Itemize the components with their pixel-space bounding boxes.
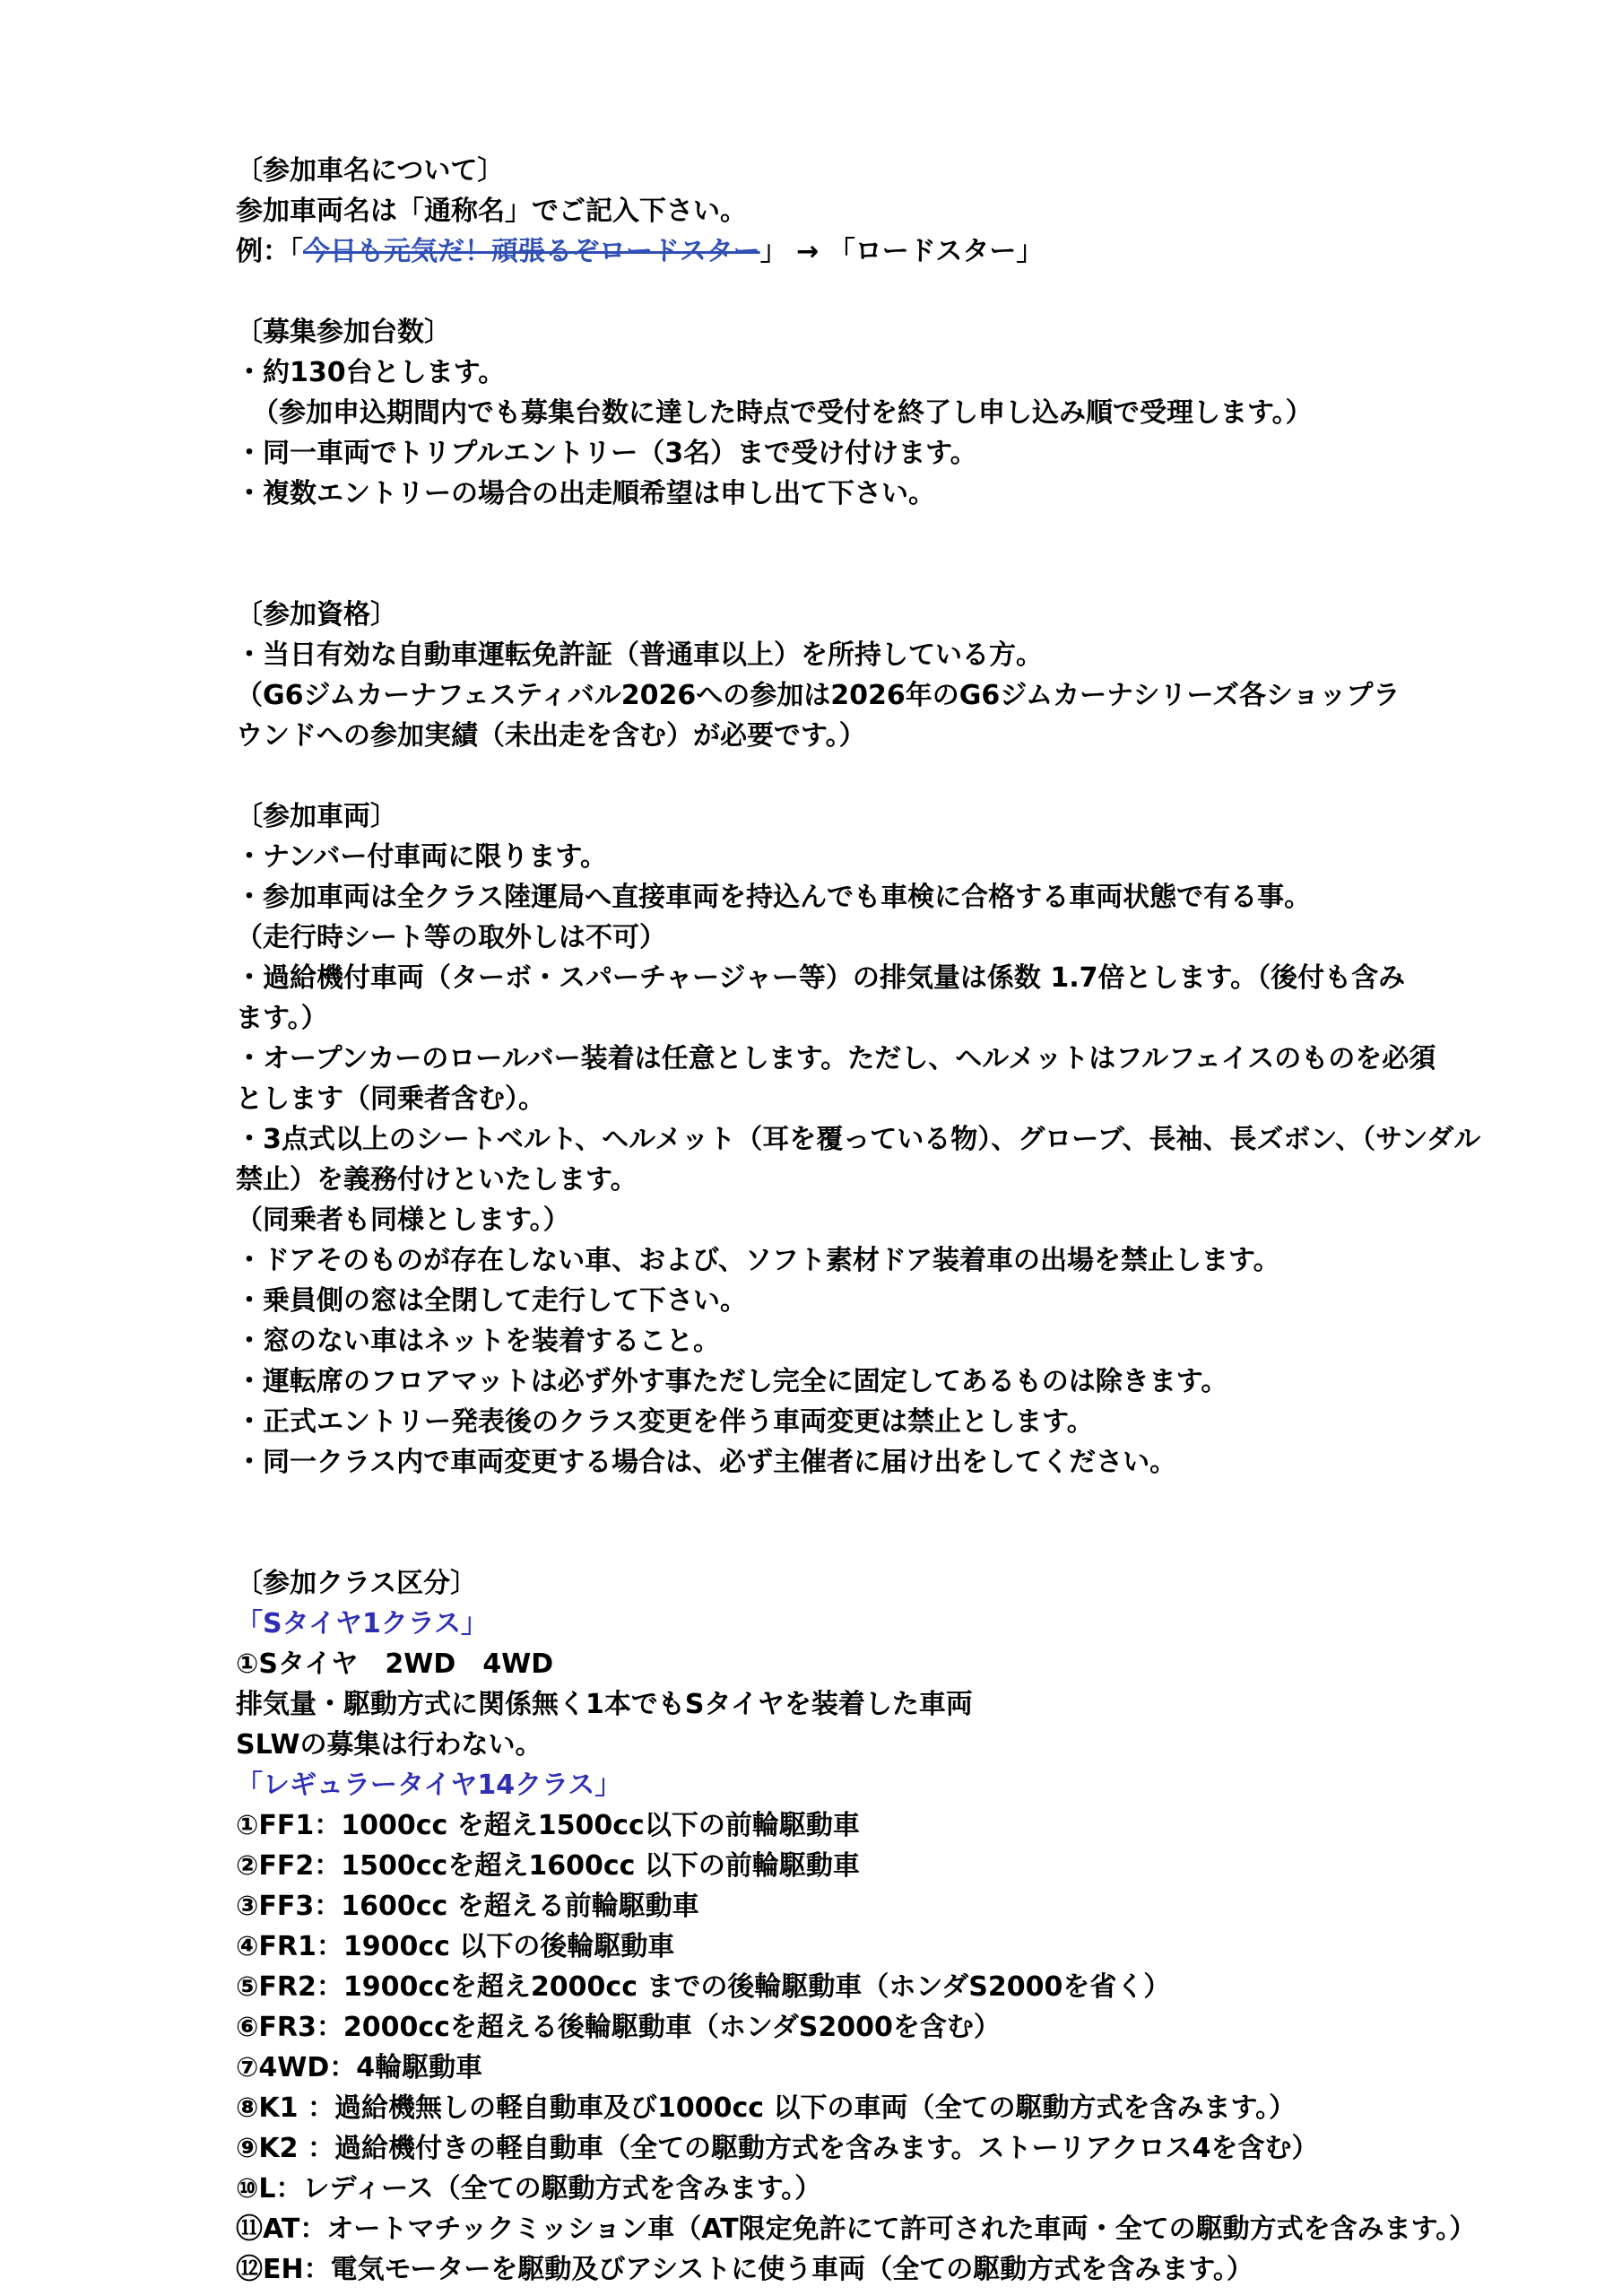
- vehicle-line: ・参加車両は全クラス陸運局へ直接車両を持込んでも車検に合格する車両状態で有る事。: [236, 882, 1312, 913]
- s-tire-line: 排気量・駆動方式に関係無く1本でもSタイヤを装着した車両: [236, 1689, 973, 1720]
- vehicle-line: （走行時シート等の取外しは不可）: [236, 922, 666, 953]
- vehicle-line: ・ドアそのものが存在しない車、および、ソフト素材ドア装着車の出場を禁止します。: [236, 1245, 1280, 1276]
- count-line: ・複数エントリーの場合の出走順希望は申し出て下さい。: [236, 478, 935, 509]
- vehicle-name-instruction: 参加車両名は「通称名」でご記入下さい。: [236, 196, 747, 227]
- example-struck-name: 今日も元気だ！頑張るぞロードスター: [303, 236, 760, 267]
- regular-class-item: ④FR1：1900cc 以下の後輪駆動車: [236, 1931, 675, 1962]
- vehicle-line: ・窓のない車はネットを装着すること。: [236, 1326, 720, 1357]
- vehicle-line: とします（同乗者含む）。: [236, 1083, 545, 1115]
- vehicle-line: ・運転席のフロアマットは必ず外す事ただし完全に固定してあるものは除きます。: [236, 1366, 1228, 1397]
- regular-class-item: ⑫EH：電気モーターを駆動及びアシストに使う車両（全ての駆動方式を含みます。）: [236, 2254, 1253, 2285]
- vehicle-line: ・乗員側の窓は全閉して走行して下さい。: [236, 1285, 747, 1317]
- section-heading-count: 〔募集参加台数〕: [236, 317, 451, 348]
- qualification-line: （G6ジムカーナフェスティバル2026への参加は2026年のG6ジムカーナシリーズ各ショップラ: [236, 680, 1401, 711]
- regular-class-item: ③FF3：1600cc を超える前輪駆動車: [236, 1891, 699, 1922]
- qualification-line: ウンドへの参加実績（未出走を含む）が必要です。）: [236, 720, 866, 752]
- vehicle-line: ・オープンカーのロールバー装着は任意とします。ただし、ヘルメットはフルフェイスのものを必須: [236, 1043, 1436, 1074]
- count-line: ・同一車両でトリプルエントリー（3名）まで受け付けます。: [236, 438, 977, 469]
- regular-class-item: ⑪AT：オートマチックミッション車（AT限定免許にて許可された車両・全ての駆動方式を含みます。）: [236, 2213, 1477, 2245]
- regular-class-item: ⑤FR2：1900ccを超え2000cc までの後輪駆動車（ホンダS2000を省く）: [236, 1971, 1171, 2003]
- count-line: ・約130台とします。: [236, 357, 506, 388]
- vehicle-line: ・同一クラス内で車両変更する場合は、必ず主催者に届け出をしてください。: [236, 1447, 1177, 1478]
- regular-class-item: ⑨K2 ：過給機付きの軽自動車（全ての駆動方式を含みます。ストーリアクロス4を含む）: [236, 2133, 1319, 2164]
- qualification-line: ・当日有効な自動車運転免許証（普通車以上）を所持している方。: [236, 639, 1043, 671]
- section-heading-vehicle: 〔参加車両〕: [236, 801, 397, 832]
- regular-class-item: ①FF1：1000cc を超え1500cc以下の前輪駆動車: [236, 1810, 860, 1841]
- section-heading-vehicle-name: 〔参加車名について〕: [236, 155, 505, 187]
- s-tire-line: ①Sタイヤ 2WD 4WD: [236, 1648, 554, 1680]
- class-group-title-s-tire: 「Sタイヤ1クラス」: [236, 1608, 488, 1639]
- class-group-title-regular-tire: 「レギュラータイヤ14クラス」: [236, 1770, 622, 1801]
- section-heading-classes: 〔参加クラス区分〕: [236, 1568, 478, 1599]
- vehicle-line: （同乗者も同様とします。）: [236, 1205, 570, 1236]
- regular-class-item: ⑦4WD：4輪駆動車: [236, 2052, 483, 2083]
- regular-class-item: ⑧K1 ：過給機無しの軽自動車及び1000cc 以下の車両（全ての駆動方式を含みます。）: [236, 2092, 1297, 2124]
- vehicle-line: ・過給機付車両（ターボ・スパーチャージャー等）の排気量は係数 1.7倍とします。（後付も含み: [236, 962, 1406, 994]
- vehicle-line: 禁止）を義務付けといたします。: [236, 1164, 638, 1196]
- regular-class-item: ⑩L：レディース（全ての駆動方式を含みます。）: [236, 2173, 822, 2205]
- regular-class-item: ⑥FR3：2000ccを超える後輪駆動車（ホンダS2000を含む）: [236, 2012, 1001, 2043]
- vehicle-name-example: [236, 231, 1491, 272]
- example-suffix: 」 → 「ロードスター」: [759, 236, 1044, 267]
- document-body: [236, 151, 1491, 2290]
- s-tire-line: SLWの募集は行わない。: [236, 1729, 542, 1761]
- section-heading-qualification: 〔参加資格〕: [236, 599, 397, 631]
- example-prefix: 例：「: [236, 236, 303, 267]
- vehicle-line: ・正式エントリー発表後のクラス変更を伴う車両変更は禁止とします。: [236, 1406, 1094, 1438]
- regular-class-item: ②FF2：1500ccを超え1600cc 以下の前輪駆動車: [236, 1850, 860, 1882]
- vehicle-line: ます。）: [236, 1003, 328, 1034]
- vehicle-line: ・3点式以上のシートベルト、ヘルメット（耳を覆っている物）、グローブ、長袖、長ズボン、（サンダル: [236, 1124, 1481, 1155]
- count-line: （参加申込期間内でも募集台数に達した時点で受付を終了し申し込み順で受理します。）: [252, 397, 1313, 429]
- vehicle-line: ・ナンバー付車両に限ります。: [236, 841, 607, 873]
